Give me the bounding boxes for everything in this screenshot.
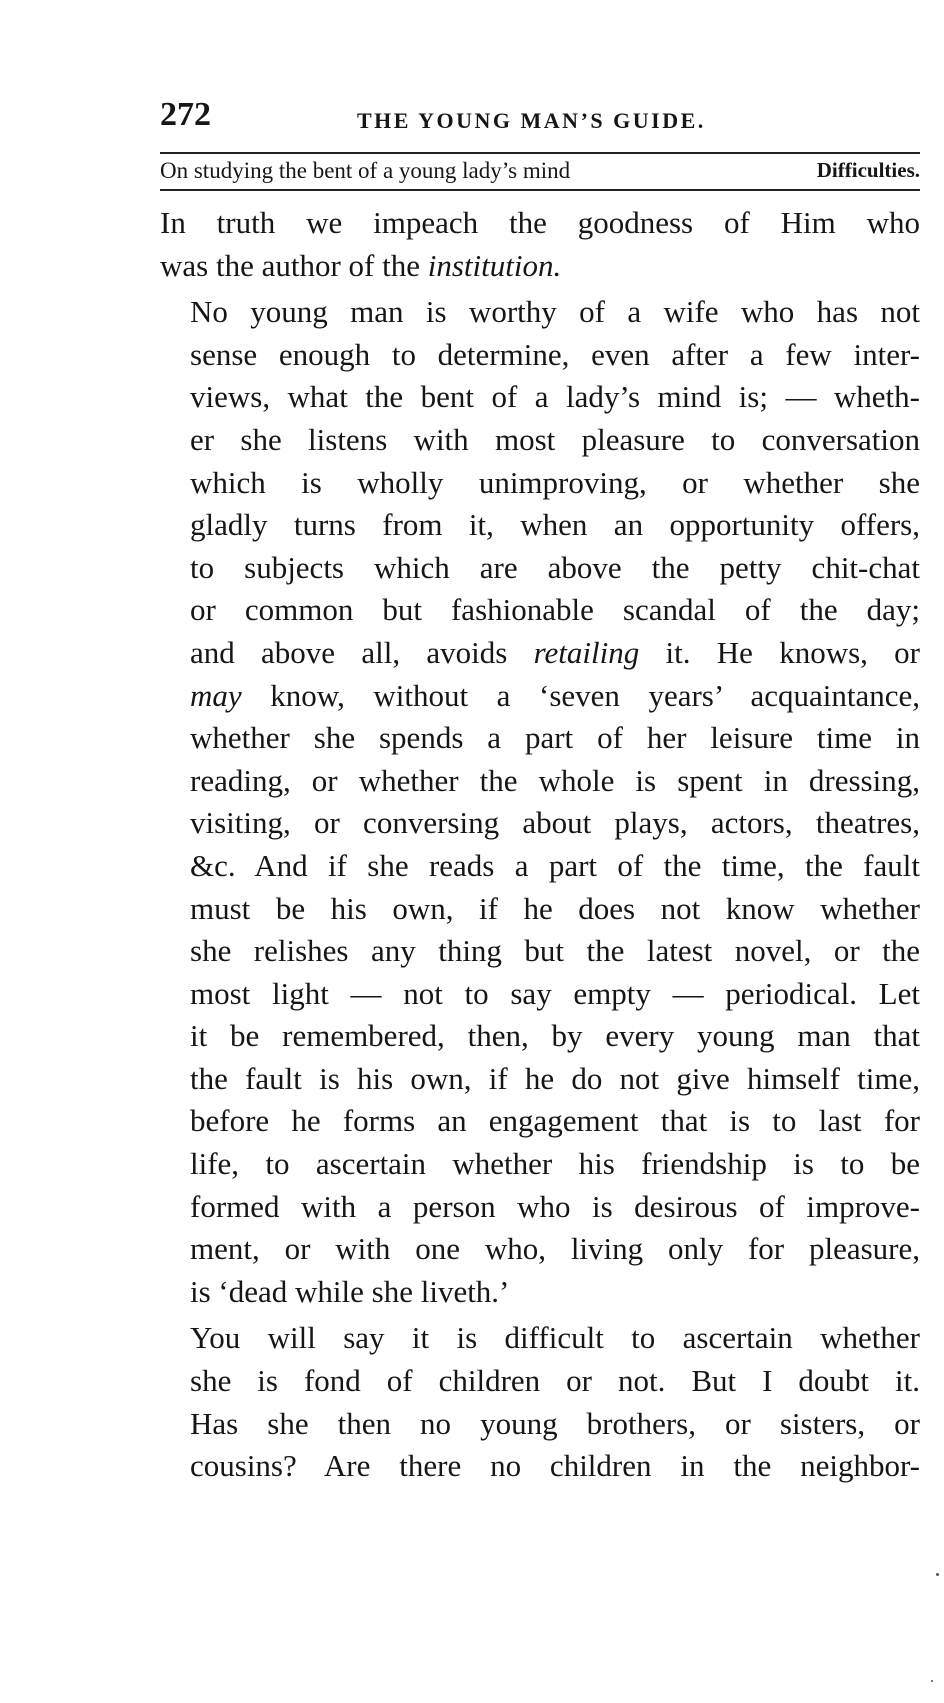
header-rule-bottom [160, 189, 920, 191]
text-line: life, to ascertain whether his friendship is to be [190, 1146, 920, 1182]
text-line [160, 245, 920, 288]
text-line: is ‘dead while she liveth.’ [190, 1273, 510, 1309]
text-span: know, without a ‘seven years’ acquaintance, [241, 677, 920, 713]
text-line: which is wholly unimproving, or whether she [190, 464, 920, 500]
text-line: gladly turns from it, when an opportunity offers, [190, 507, 920, 543]
text-line: it be remembered, then, by every young man that [190, 1018, 920, 1054]
text-line: or common but fashionable scandal of the day; [190, 592, 920, 628]
subhead-topic: On studying the bent of a young lady’s mind [160, 158, 571, 183]
running-head [160, 96, 920, 144]
paragraph-1 [160, 202, 920, 287]
italic-span: may [190, 677, 242, 713]
text-line: ment, or with one who, living only for pleasure, [190, 1231, 920, 1267]
section-subhead [160, 154, 920, 188]
text-line: formed with a person who is desirous of improve- [190, 1188, 920, 1224]
text-span: and above all, avoids [190, 634, 534, 670]
text-line: whether she spends a part of her leisure time in [190, 720, 920, 756]
text-line: views, what the bent of a lady’s mind is; — wheth- [190, 379, 920, 415]
text-span: was the author of the [160, 247, 428, 283]
text-line: to subjects which are above the petty chit-chat [190, 549, 920, 585]
text-line: reading, or whether the whole is spent in dressing, [190, 762, 920, 798]
italic-span: retailing [533, 634, 640, 670]
running-title: THE YOUNG MAN’S GUIDE. [357, 108, 706, 133]
text-line: No young man is worthy of a wife who has not [190, 294, 920, 330]
text-line: most light — not to say empty — periodical. Let [190, 975, 920, 1011]
page-number: 272 [160, 96, 211, 133]
text-line: er she listens with most pleasure to conversation [190, 421, 920, 457]
paper-speck [931, 1680, 933, 1682]
text-line: Has she then no young brothers, or sisters, or [190, 1405, 920, 1441]
book-page [160, 96, 920, 1484]
text-line [160, 632, 920, 675]
text-line: must be his own, if he does not know whether [190, 890, 920, 926]
paragraph-2 [160, 291, 920, 1313]
subhead-section: Difficulties. [816, 158, 920, 182]
text-span: it. He knows, or [639, 634, 920, 670]
text-line: she is fond of children or not. But I doubt it. [190, 1363, 920, 1399]
paper-speck [936, 1573, 939, 1576]
text-line: sense enough to determine, even after a few inter- [190, 336, 920, 372]
text-line: &c. And if she reads a part of the time, the fault [190, 847, 920, 883]
text-line: she relishes any thing but the latest novel, or the [190, 933, 920, 969]
text-line: before he forms an engagement that is to last for [190, 1103, 920, 1139]
text-line: the fault is his own, if he do not give himself time, [190, 1060, 920, 1096]
paragraph-3 [160, 1317, 920, 1487]
body-text [160, 202, 920, 1488]
text-line: You will say it is difficult to ascertain whether [190, 1320, 920, 1356]
text-line: In truth we impeach the goodness of Him who [160, 205, 920, 240]
italic-span: institution. [427, 247, 562, 283]
text-line: cousins? Are there no children in the neighbor- [190, 1448, 920, 1484]
text-line: visiting, or conversing about plays, actors, theatres, [190, 805, 920, 841]
text-line [160, 675, 920, 718]
